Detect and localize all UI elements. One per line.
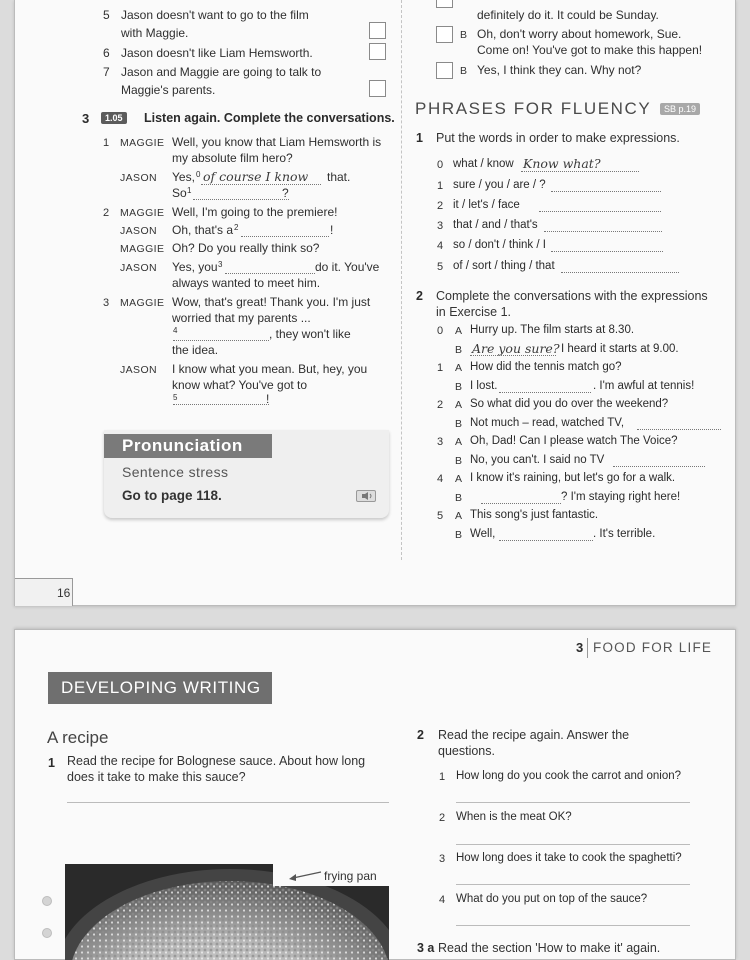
answer-line[interactable] [551,191,661,192]
conversation-number: 3 [103,297,110,309]
item-number: 7 [103,65,110,79]
speaker-letter: B [460,29,468,41]
section-heading: PHRASES FOR FLUENCY [415,99,652,118]
gap-number: 4 [173,326,178,335]
answer-line[interactable] [173,404,269,405]
item-text: with Maggie. [121,26,189,40]
answer-line[interactable] [561,272,679,273]
question-text: When is the meat OK? [456,811,572,823]
example-answer: Are you sure? [472,341,560,356]
speaker-name: JASON [120,262,158,274]
speaker-name: JASON [120,364,158,376]
dialogue-line: I know it's raining, but let's go for a walk. [470,472,676,484]
exercise-instruction: Read the recipe for Bolognese sauce. About how long [67,754,366,768]
dialogue-line: How did the tennis match go? [470,361,622,373]
conversation-number: 2 [103,207,110,219]
unit-separator [587,638,588,658]
dialogue-line: Oh, don't worry about homework, Sue. [477,27,682,41]
binding-hole [42,928,52,938]
pronunciation-box [104,430,389,518]
answer-checkbox[interactable] [369,22,386,39]
answer-line[interactable] [613,466,705,467]
dialogue-line: Hurry up. The film starts at 8.30. [470,324,635,336]
answer-checkbox[interactable] [369,43,386,60]
exercise-number: 3 [82,111,90,126]
dialogue-line: Oh, Dad! Can I please watch The Voice? [470,435,678,447]
answer-checkbox[interactable] [369,80,386,97]
dialogue-line: . It's terrible. [593,528,656,540]
dialogue-line: always wanted to meet him. [172,276,321,290]
item-number: 2 [437,200,444,212]
answer-line[interactable] [456,802,690,803]
photo-label: frying pan [324,869,377,883]
answer-line[interactable] [544,231,662,232]
item-number: 3 [439,853,446,865]
answer-line[interactable] [241,236,329,237]
answer-line[interactable] [470,355,556,356]
gap-number: 5 [173,393,178,402]
workbook-page-16: 5 Jason doesn't want to go to the film with Maggie. 6 Jason doesn't like Liam Hemsworth. 7 Jason and Maggie are going to talk to Maggie's parents. 3 1.05 Listen again. Complete the conversations. 1 MAGGIE Well, you know that Liam Hemsworth is my absolute film hero? JASON Yes, 0 of course I know that. So 1 ? 2 MAGGIE Well, I'm going to the premiere! JASON Oh, that's a 2 ! MAGGIE Oh? Do you really think so? JASON Yes, you 3 do it. You've always wanted to meet him. 3 MAGGIE Wow, that's great! Thank you. I'm just worried that my parents ... 4 , they won't like the idea. JASON I know what you mean. But, hey, you know what? You've got to 5 ! Pronunciation Sentence stress Go to page 118. definitely do it. It could be Sunday. B Oh, don't worry about homework, Sue. Come on! You've got to make this happen! B Yes, I think they can. Why not? PHRASES FOR FLUENCY SB p.19 1 Put the words in order to make expressions. 0 what / know Know what? 1 sure / you / are / ? 2 it / let's / face 3 that / and / that's 4 so / don't / think / I 5 of / sort / thing / that 2 Complete the conversations with the expressions in Exercise 1. 0 A Hurry up. The film starts at 8.30. B Are you sure? I heard it starts at 9.00. 1 A How did the tennis match go? B I lost. . I'm awful at tennis! 2 A So what did you do over the weekend? B Not much – read, watched TV, 3 A Oh, Dad! Can I please watch The Voice? B No, you can't. I said no TV 4 A I know it's raining, but let's go for a walk. B ? I'm staying right here! 5 A This song's just fantastic. B Well, . It's terrible. 16 [14,0,736,606]
speaker-name: JASON [120,225,158,237]
dialogue-line: ! [330,223,334,237]
exercise-instruction: Complete the conversations with the expressions [436,289,708,303]
item-number: 4 [439,894,446,906]
binding-hole [42,896,52,906]
word-prompt: so / don't / think / I [453,239,546,251]
dialogue-line: I know what you mean. But, hey, you [172,362,368,376]
answer-line[interactable] [201,184,321,185]
answer-line[interactable] [521,171,639,172]
answer-line[interactable] [173,340,269,341]
workbook-page-17 [14,629,736,960]
item-number: 1 [437,180,444,192]
word-prompt: it / let's / face [453,199,520,211]
dialogue-line: Not much – read, watched TV, [470,417,625,429]
item-number: 0 [437,159,444,171]
item-text: Jason doesn't want to go to the film [121,8,309,22]
gap-number: 3 [218,260,223,269]
student-book-reference: SB p.19 [660,103,700,115]
exercise-number: 2 [416,289,423,303]
question-text: How long does it take to cook the spaghetti? [456,852,682,864]
section-banner: DEVELOPING WRITING [48,672,272,704]
exercise-instruction: Read the section 'How to make it' again. [438,941,661,955]
label-arrow-icon [287,868,323,882]
audio-track-icon[interactable] [101,112,127,124]
dialogue-line: definitely do it. It could be Sunday. [477,8,659,22]
dialogue-line: ? I'm staying right here! [561,491,681,503]
dialogue-line: that. [327,170,351,184]
dialogue-line: No, you can't. I said no TV [470,454,605,466]
exercise-instruction: questions. [438,744,495,758]
dialogue-line: ! [266,392,270,406]
exercise-number: 3 a [417,941,435,955]
dialogue-line: I lost. [470,380,498,392]
answer-line[interactable] [67,802,389,803]
item-number: 4 [437,473,444,485]
audio-track-label: 1.05 [105,113,123,123]
speaker-name: MAGGIE [120,137,165,149]
dialogue-line: So what did you do over the weekend? [470,398,669,410]
dialogue-line: worried that my parents ... [172,311,311,325]
item-number: 1 [437,362,444,374]
dialogue-line: Oh? Do you really think so? [172,241,320,255]
unit-number: 3 [576,640,584,655]
page-number: 16 [15,578,73,606]
section-title: A recipe [47,728,109,747]
example-answer: Know what? [523,156,601,171]
exercise-instruction: Listen again. Complete the conversations. [144,111,395,125]
item-number: 6 [103,46,110,60]
answer-checkbox[interactable] [436,0,453,8]
word-prompt: what / know [453,158,514,170]
speaker-name: MAGGIE [120,297,165,309]
dialogue-line: Wow, that's great! Thank you. I'm just [172,295,371,309]
gap-number: 1 [187,186,192,195]
exercise-number: 1 [416,131,423,145]
dialogue-line: Yes, I think they can. Why not? [477,63,642,77]
answer-line[interactable] [499,392,591,393]
dialogue-line: , they won't like [269,327,351,341]
dialogue-line: Well, I'm going to the premiere! [172,205,338,219]
answer-line[interactable] [456,925,690,926]
exercise-number: 2 [417,728,424,742]
item-number: 4 [437,240,444,252]
speaker-letter: B [460,65,468,77]
answer-line[interactable] [193,199,289,200]
word-prompt: sure / you / are / ? [453,179,546,191]
unit-title: FOOD FOR LIFE [593,640,713,655]
pronunciation-subtitle: Sentence stress [122,464,229,480]
item-number: 5 [103,8,110,22]
item-number: 1 [439,771,446,783]
question-text: How long do you cook the carrot and onion? [456,770,682,782]
dialogue-line: my absolute film hero? [172,151,293,165]
dialogue-line: So [172,186,187,200]
dialogue-line: Oh, that's a [172,223,233,237]
dialogue-line: This song's just fantastic. [470,509,599,521]
dialogue-line: I heard it starts at 9.00. [561,343,679,355]
exercise-instruction: Read the recipe again. Answer the [438,728,630,742]
answer-line[interactable] [481,503,561,504]
dialogue-line: know what? You've got to [172,378,308,392]
word-prompt: that / and / that's [453,219,538,231]
exercise-instruction: does it take to make this sauce? [67,770,246,784]
item-number: 3 [437,436,444,448]
conversation-number: 1 [103,137,110,149]
answer-line[interactable] [456,884,690,885]
dialogue-line: the idea. [172,343,219,357]
answer-line[interactable] [456,844,690,845]
item-number: 3 [437,220,444,232]
dialogue-line: Well, you know that Liam Hemsworth is [172,135,382,149]
answer-line[interactable] [551,251,663,252]
item-number: 0 [437,325,444,337]
gap-number: 0 [196,170,201,179]
speaker-name: MAGGIE [120,243,165,255]
answer-line[interactable] [225,273,315,274]
dialogue-line: Yes, you [172,260,218,274]
dialogue-line: Yes, [172,170,195,184]
answer-checkbox[interactable] [436,62,453,79]
item-number: 2 [439,812,446,824]
dialogue-line: Well, [470,528,496,540]
item-number: 2 [437,399,444,411]
pronunciation-title: Pronunciation [104,434,272,458]
item-text: Jason and Maggie are going to talk to [121,65,322,79]
column-divider [401,0,402,560]
answer-checkbox[interactable] [436,26,453,43]
exercise-instruction: Put the words in order to make expressions. [436,131,680,145]
speaker-name: JASON [120,172,158,184]
speaker-name: MAGGIE [120,207,165,219]
audio-icon[interactable] [356,490,376,502]
gap-number: 2 [234,223,239,232]
dialogue-line: Come on! You've got to make this happen! [477,43,703,57]
example-answer: of course I know [203,169,309,184]
answer-line[interactable] [539,211,661,212]
word-prompt: of / sort / thing / that [453,260,555,272]
dialogue-line: do it. You've [315,260,380,274]
answer-line[interactable] [499,540,593,541]
item-number: 5 [437,261,444,273]
exercise-instruction: in Exercise 1. [436,305,512,319]
question-text: What do you put on top of the sauce? [456,893,648,905]
item-text: Jason doesn't like Liam Hemsworth. [121,46,313,60]
item-number: 5 [437,510,444,522]
dialogue-line: . I'm awful at tennis! [593,380,695,392]
answer-line[interactable] [637,429,721,430]
exercise-number: 1 [48,756,55,770]
dialogue-line: ? [282,186,289,200]
item-text: Maggie's parents. [121,83,216,97]
pronunciation-goto[interactable]: Go to page 118. [122,488,222,503]
